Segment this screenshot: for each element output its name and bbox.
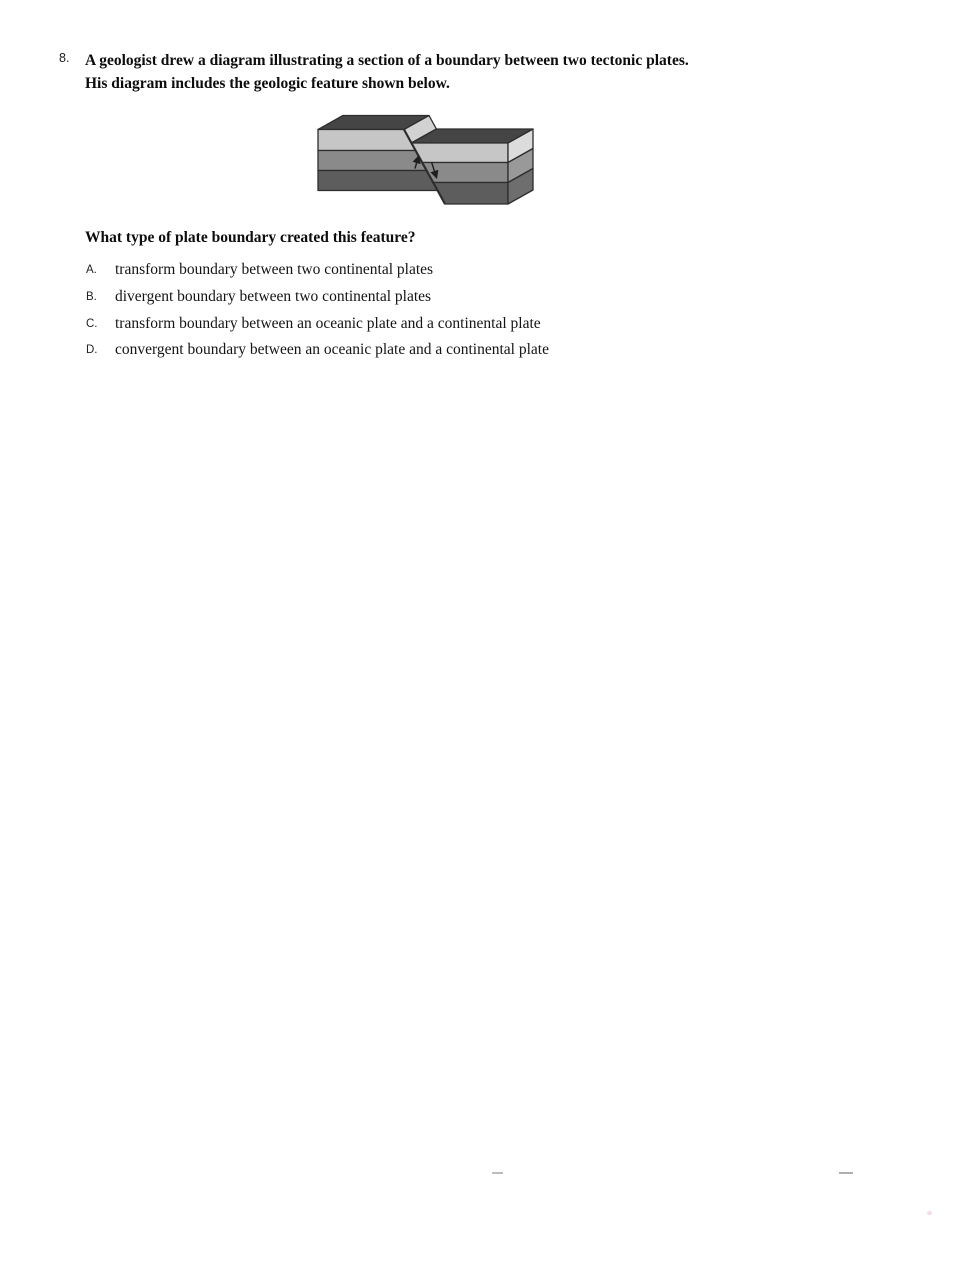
question-number: 8. bbox=[59, 51, 70, 65]
left-block-medium-stratum bbox=[318, 151, 427, 171]
answer-option-c bbox=[86, 315, 541, 333]
answer-option-b bbox=[86, 288, 431, 306]
right-block-light-stratum bbox=[411, 143, 508, 163]
answer-option-a-text: transform boundary between two continental plates bbox=[115, 261, 434, 278]
answer-option-b-text: divergent boundary between two continental plates bbox=[115, 288, 432, 305]
answer-option-c-text: transform boundary between an oceanic plate and a continental plate bbox=[115, 315, 541, 332]
answer-option-d-text: convergent boundary between an oceanic plate and a continental plate bbox=[115, 341, 549, 358]
fault-block-diagram bbox=[314, 110, 536, 207]
answer-option-b-letter: B. bbox=[86, 291, 97, 303]
question-prompt-line-1: A geologist drew a diagram illustrating a section of a boundary between two tectonic plates. bbox=[85, 52, 689, 69]
answer-option-a-letter: A. bbox=[86, 264, 97, 276]
answer-option-d-letter: D. bbox=[86, 344, 98, 356]
scan-artifact-dash-left bbox=[492, 1172, 503, 1174]
left-block-dark-stratum bbox=[318, 171, 438, 191]
scan-artifact-dash-right bbox=[839, 1172, 853, 1174]
question-prompt-line-2: His diagram includes the geologic feature shown below. bbox=[85, 75, 450, 92]
answer-option-a bbox=[86, 261, 433, 279]
answer-option-d bbox=[86, 341, 549, 359]
fault-block-diagram-svg bbox=[314, 110, 536, 207]
answer-option-c-letter: C. bbox=[86, 318, 98, 330]
left-block-light-stratum bbox=[318, 130, 416, 151]
sub-question: What type of plate boundary created this feature? bbox=[85, 229, 416, 246]
question-prompt bbox=[85, 49, 805, 95]
scan-artifact-speck bbox=[927, 1211, 932, 1215]
